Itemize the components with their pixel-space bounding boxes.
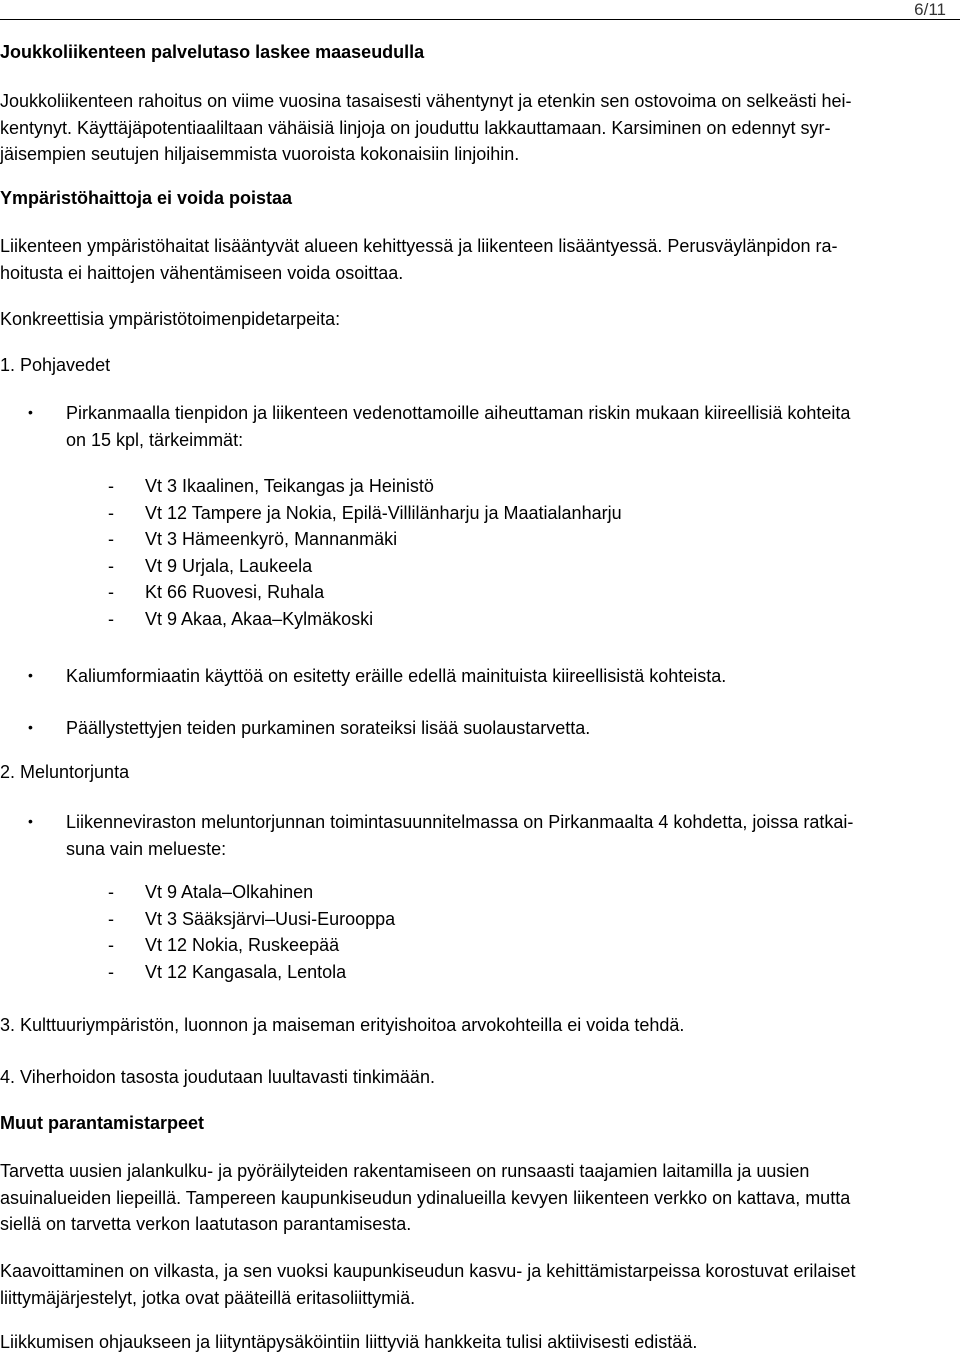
list-item: Kt 66 Ruovesi, Ruhala: [145, 582, 325, 602]
paragraph-line: jäisempien seutujen hiljaisemmista vuoroista kokonaisiin linjoihin.: [0, 144, 520, 165]
paragraph-line: Tarvetta uusien jalankulku- ja pyöräilyteiden rakentamiseen on runsaasti taajamien laitamilla ja uusien: [0, 1161, 810, 1181]
header-rule: [0, 19, 960, 20]
paragraph-public-transport: [0, 88, 955, 168]
heading-public-transport: Joukkoliikenteen palvelutaso laskee maaseudulla: [0, 42, 425, 62]
dash-icon: -: [108, 909, 114, 929]
bullet-line: on 15 kpl, tärkeimmät:: [66, 429, 244, 450]
potassium-formate-bullet: Kaliumformiaatin käyttöä on esitetty eräille edellä mainituista kiireellisistä kohteista.: [66, 666, 727, 686]
paragraph-line: Liikenteen ympäristöhaitat lisääntyvät alueen kehittyessä ja liikenteen lisääntyessä. Perusväylänpidon ra-: [0, 236, 838, 256]
dash-icon: -: [108, 556, 114, 576]
noise-bullet-text: [66, 809, 958, 862]
list-item: Vt 9 Akaa, Akaa–Kylmäkoski: [145, 609, 374, 629]
bullet-line: Liikenneviraston meluntorjunnan toimintasuunnitelmassa on Pirkanmaalta 4 kohdetta, joissa ratkai-: [66, 812, 854, 832]
bullet-line: Pirkanmaalla tienpidon ja liikenteen vedenottamoille aiheuttaman riskin mukaan kiireellisiä kohteita: [66, 403, 851, 423]
bullet-icon: •: [28, 813, 33, 829]
paragraph-line: hoitusta ei haittojen vähentämiseen voida osoittaa.: [0, 262, 404, 283]
list-item: Vt 3 Hämeenkyrö, Mannanmäki: [145, 529, 398, 549]
dash-icon: -: [108, 503, 114, 523]
list-item: Vt 9 Atala–Olkahinen: [145, 882, 314, 902]
dash-icon: -: [108, 962, 114, 982]
paragraph-mobility-management: Liikkumisen ohjaukseen ja liityntäpysäköintiin liittyviä hankkeita tulisi aktiivisesti edistää.: [0, 1332, 698, 1352]
environment-intro: Konkreettisia ympäristötoimenpidetarpeita:: [0, 309, 341, 329]
list-item: Vt 12 Kangasala, Lentola: [145, 962, 347, 982]
paragraph-zoning: [0, 1258, 955, 1311]
page-number: 6/11: [914, 0, 946, 19]
dash-icon: -: [108, 935, 114, 955]
dash-icon: -: [108, 476, 114, 496]
list-item: Vt 12 Tampere ja Nokia, Epilä-Villilänharju ja Maatialanharju: [145, 503, 622, 523]
dash-icon: -: [108, 582, 114, 602]
list-item: Vt 3 Sääksjärvi–Uusi-Eurooppa: [145, 909, 396, 929]
list-item: Vt 3 Ikaalinen, Teikangas ja Heinistö: [145, 476, 434, 496]
paragraph-line: Kaavoittaminen on vilkasta, ja sen vuoksi kaupunkiseudun kasvu- ja kehittämistarpeissa korostuvat erilaiset: [0, 1261, 856, 1281]
paragraph-line: liittymäjärjestelyt, jotka ovat pääteillä eritasoliittymiä.: [0, 1287, 416, 1308]
heading-other-improvements: Muut parantamistarpeet: [0, 1113, 205, 1133]
paragraph-line: Joukkoliikenteen rahoitus on viime vuosina tasaisesti vähentynyt ja etenkin sen ostovoima on selkeästi hei-: [0, 91, 852, 111]
dash-icon: -: [108, 882, 114, 902]
item-noise-title: 2. Meluntorjunta: [0, 762, 130, 782]
bullet-icon: •: [28, 667, 33, 683]
item-cultural-environment: 3. Kulttuuriympäristön, luonnon ja maiseman erityishoitoa arvokohteilla ei voida tehdä.: [0, 1015, 685, 1035]
dash-icon: -: [108, 609, 114, 629]
list-item: Vt 9 Urjala, Laukeela: [145, 556, 313, 576]
paragraph-line: asuinalueiden liepeillä. Tampereen kaupunkiseudun ydinalueilla kevyen liikenteen verkko on kattava, mutta: [0, 1187, 851, 1208]
item-groundwater-title: 1. Pohjavedet: [0, 355, 111, 375]
item-green-maintenance: 4. Viherhoidon tasosta joudutaan luultavasti tinkimään.: [0, 1067, 435, 1087]
paragraph-line: siellä on tarvetta verkon laatutason parantamisesta.: [0, 1214, 412, 1235]
list-item: Vt 12 Nokia, Ruskeepää: [145, 935, 340, 955]
bullet-icon: •: [28, 719, 33, 735]
bullet-line: suna vain melueste:: [66, 838, 227, 859]
bullet-icon: •: [28, 404, 33, 420]
heading-environment: Ympäristöhaittoja ei voida poistaa: [0, 188, 293, 208]
gravel-roads-bullet: Päällystettyjen teiden purkaminen sorateiksi lisää suolaustarvetta.: [66, 718, 591, 738]
paragraph-line: kentynyt. Käyttäjäpotentiaaliltaan vähäisiä linjoja on jouduttu lakkauttamaan. Karsiminen on edennyt syr-: [0, 117, 831, 138]
dash-icon: -: [108, 529, 114, 549]
groundwater-bullet-text: [66, 400, 958, 453]
paragraph-cycleways: [0, 1158, 955, 1238]
paragraph-environment: [0, 233, 955, 286]
